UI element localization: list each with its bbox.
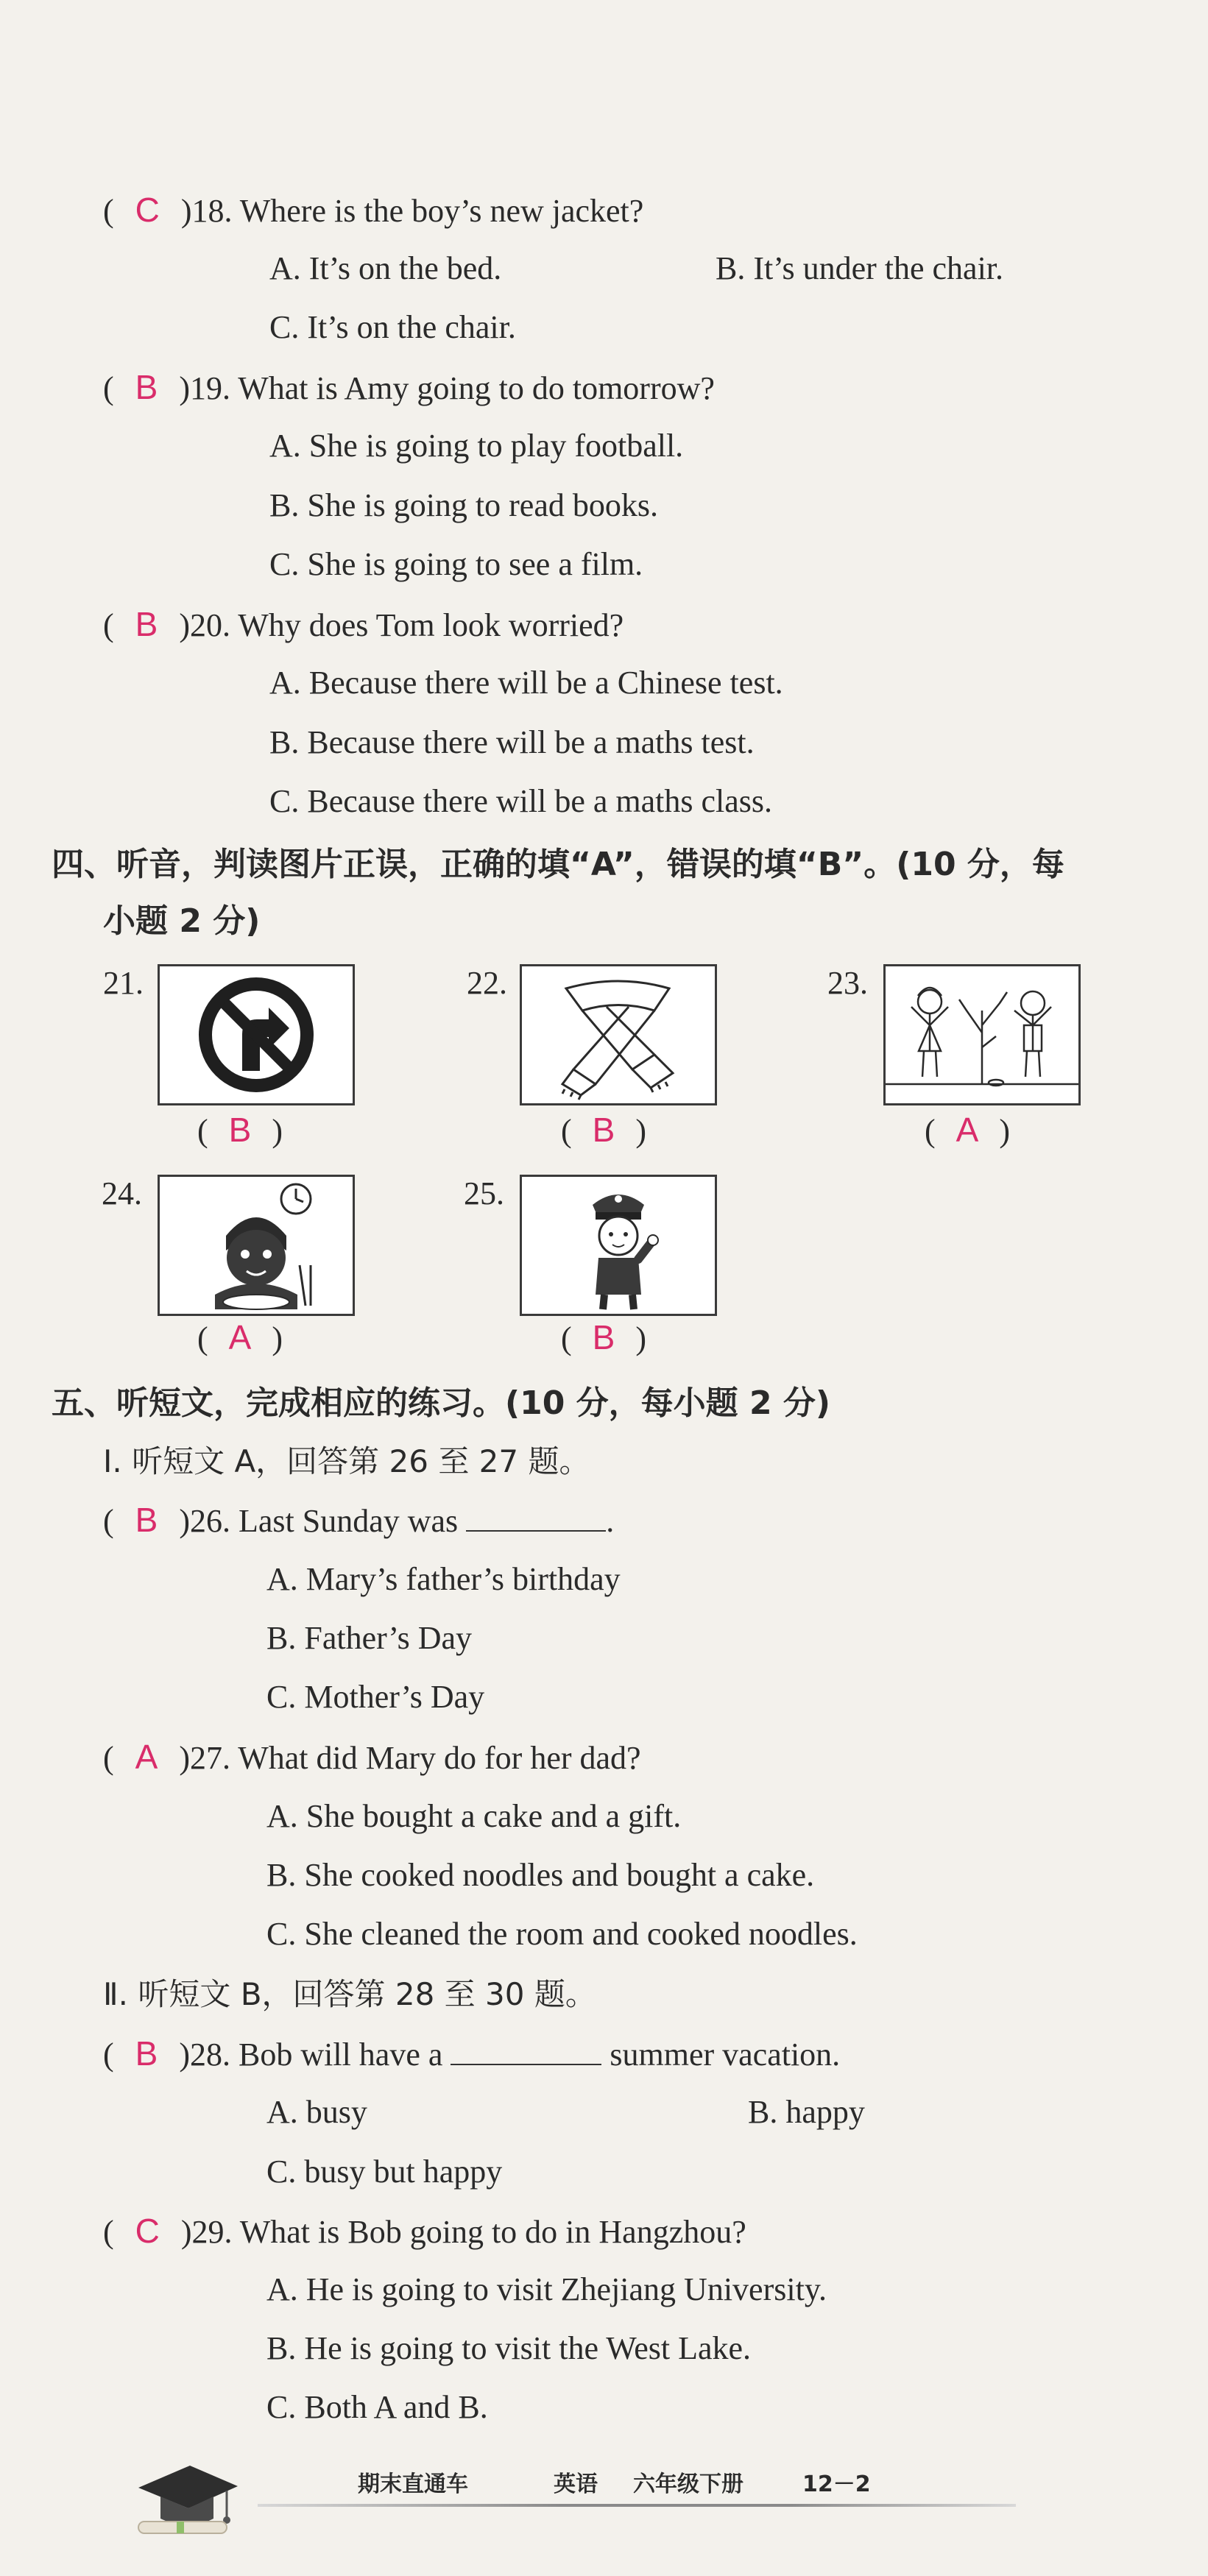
no-right-turn-sign-icon [160, 966, 353, 1103]
answer-21: B [228, 1111, 252, 1149]
picture-number-23: 23. [827, 965, 868, 1001]
question-26-text: 26. Last Sunday was [190, 1503, 459, 1539]
answer-27: A [135, 1738, 158, 1776]
question-20-text: 20. Why does Tom look worried? [190, 607, 624, 643]
answer-18: C [135, 191, 160, 229]
paren-open: ( [103, 607, 114, 643]
question-29 [103, 2209, 746, 2254]
question-26-end: . [606, 1503, 615, 1539]
section-4-title-line1: 四、听音，判读图片正误，正确的填“A”，错误的填“B”。(10 分，每 [52, 846, 1064, 883]
answer-22: B [592, 1111, 615, 1149]
option-26b: B. Father’s Day [266, 1620, 473, 1656]
picture-25 [520, 1175, 717, 1316]
paren-close: ) [179, 607, 190, 643]
picture-number-24: 24. [102, 1175, 142, 1211]
option-27c: C. She cleaned the room and cooked noodles. [266, 1916, 858, 1952]
option-18c: C. It’s on the chair. [269, 309, 516, 345]
answer-23: A [956, 1111, 979, 1149]
paren-close: ) [179, 1503, 190, 1539]
question-28 [103, 2031, 840, 2077]
paren-open: ( [103, 193, 114, 229]
section-5-title: 五、听短文，完成相应的练习。(10 分，每小题 2 分) [52, 1384, 831, 1422]
police-officer-icon [522, 1177, 715, 1314]
option-28b: B. happy [748, 2094, 865, 2130]
option-28c: C. busy but happy [266, 2154, 503, 2190]
children-planting-tree-icon [886, 966, 1078, 1103]
picture-23 [883, 964, 1081, 1105]
option-18a: A. It’s on the bed. [269, 250, 502, 286]
answer-20: B [135, 605, 158, 643]
answer-24: A [228, 1318, 252, 1356]
option-29b: B. He is going to visit the West Lake. [266, 2330, 752, 2366]
option-18b: B. It’s under the chair. [716, 250, 1004, 286]
option-19a: A. She is going to play football. [269, 428, 684, 464]
option-26a: A. Mary’s father’s birthday [266, 1561, 621, 1597]
option-29c: C. Both A and B. [266, 2389, 488, 2425]
answer-25: B [592, 1318, 615, 1356]
picture-22 [520, 964, 717, 1105]
answer-26: B [135, 1501, 158, 1539]
question-20 [103, 602, 624, 648]
question-19 [103, 365, 715, 411]
option-27a: A. She bought a cake and a gift. [266, 1798, 682, 1834]
paren-open: ( [103, 2037, 114, 2073]
footer-divider [258, 2504, 1016, 2507]
paren-open: ( [103, 2214, 114, 2250]
picture-23-answer: ( A ) [925, 1111, 1010, 1149]
answer-19: B [135, 368, 158, 406]
paren-close: ) [179, 370, 190, 406]
question-28-text: 28. Bob will have a [190, 2037, 443, 2073]
picture-21-answer: ( B ) [197, 1111, 283, 1149]
option-20a: A. Because there will be a Chinese test. [269, 665, 783, 701]
option-27b: B. She cooked noodles and bought a cake. [266, 1857, 815, 1893]
section-5-part-1: Ⅰ. 听短文 A，回答第 26 至 27 题。 [103, 1443, 590, 1479]
option-19c: C. She is going to see a film. [269, 546, 643, 582]
boy-eating-clock-icon [160, 1177, 353, 1314]
picture-number-22: 22. [467, 965, 507, 1001]
answer-29: C [135, 2212, 160, 2250]
scarf-icon [522, 966, 715, 1103]
question-18 [103, 188, 643, 233]
graduation-cap-icon [131, 2458, 241, 2539]
picture-number-21: 21. [103, 965, 144, 1001]
footer-grade: 六年级下册 [633, 2471, 743, 2497]
option-20b: B. Because there will be a maths test. [269, 724, 755, 760]
option-26c: C. Mother’s Day [266, 1679, 485, 1715]
answer-blank [466, 1501, 606, 1532]
answer-28: B [135, 2034, 158, 2073]
footer-page-number: 12－2 [802, 2471, 871, 2497]
paren-close: ) [180, 193, 192, 229]
paren-open: ( [103, 1740, 114, 1776]
answer-blank [451, 2034, 601, 2065]
paren-close: ) [180, 2214, 192, 2250]
question-27 [103, 1735, 641, 1780]
question-28-end: summer vacation. [610, 2037, 841, 2073]
picture-24 [158, 1175, 355, 1316]
option-20c: C. Because there will be a maths class. [269, 783, 773, 819]
paren-close: ) [179, 1740, 190, 1776]
section-4-title-line2: 小题 2 分) [103, 902, 261, 940]
paren-open: ( [103, 370, 114, 406]
option-29a: A. He is going to visit Zhejiang University. [266, 2271, 827, 2307]
question-26 [103, 1498, 614, 1543]
paren-open: ( [103, 1503, 114, 1539]
picture-25-answer: ( B ) [561, 1318, 646, 1356]
option-28a: A. busy [266, 2094, 367, 2130]
footer-subject: 英语 [554, 2471, 598, 2497]
option-19b: B. She is going to read books. [269, 487, 658, 523]
question-29-text: 29. What is Bob going to do in Hangzhou? [191, 2214, 746, 2250]
picture-number-25: 25. [464, 1175, 504, 1211]
picture-24-answer: ( A ) [197, 1318, 283, 1356]
section-5-part-2: Ⅱ. 听短文 B，回答第 28 至 30 题。 [103, 1976, 596, 2012]
footer-book-title: 期末直通车 [358, 2471, 468, 2497]
question-27-text: 27. What did Mary do for her dad? [190, 1740, 641, 1776]
picture-22-answer: ( B ) [561, 1111, 646, 1149]
paren-close: ) [179, 2037, 190, 2073]
question-19-text: 19. What is Amy going to do tomorrow? [190, 370, 715, 406]
question-18-text: 18. Where is the boy’s new jacket? [191, 193, 644, 229]
picture-21 [158, 964, 355, 1105]
